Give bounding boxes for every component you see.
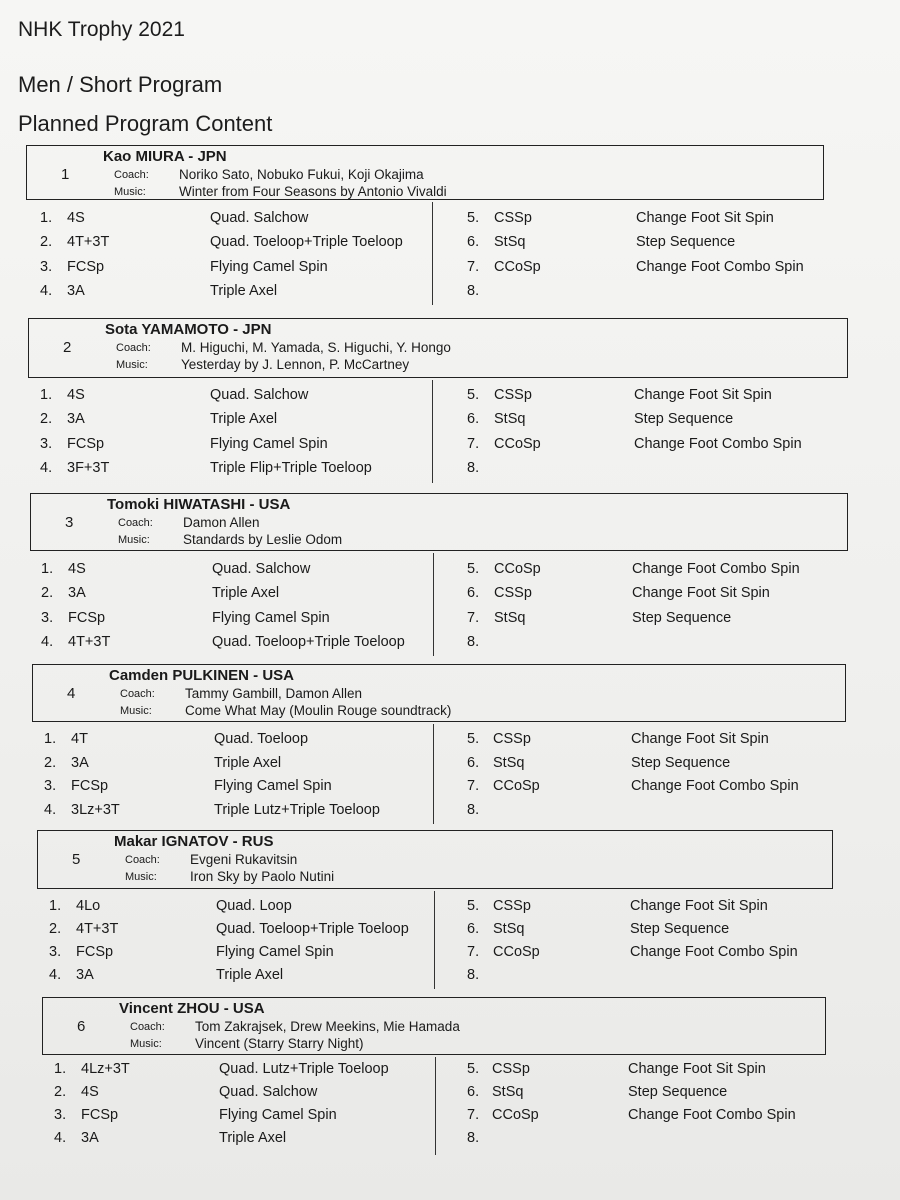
element-description: Flying Camel Spin <box>214 778 332 794</box>
element-number: 6. <box>467 585 480 602</box>
element-description: Quad. Toeloop <box>214 731 309 747</box>
skater-name: Camden PULKINEN - USA <box>109 667 295 684</box>
element-code: CSSp <box>493 731 531 747</box>
element-description: Step Sequence <box>636 234 736 251</box>
start-number: 5 <box>72 851 81 868</box>
element-code: 3Lz+3T <box>71 801 120 818</box>
music-value: Vincent (Starry Starry Night) <box>195 1036 364 1051</box>
element-description: Change Foot Sit Spin <box>634 387 772 403</box>
element-description: Change Foot Combo Spin <box>636 258 804 275</box>
element-number: 3. <box>44 778 57 794</box>
coach-value: M. Higuchi, M. Yamada, S. Higuchi, Y. Hongo <box>181 340 451 355</box>
element-description: Quad. Loop <box>216 898 292 914</box>
element-code: 4S <box>67 387 85 403</box>
skater-header-box <box>26 145 824 200</box>
skater-header-box <box>37 830 833 889</box>
music-value: Yesterday by J. Lennon, P. McCartney <box>181 357 410 372</box>
element-number: 5. <box>467 731 480 747</box>
music-label: Music: <box>120 705 152 717</box>
column-divider <box>435 1057 436 1155</box>
element-description: Change Foot Combo Spin <box>628 1107 796 1123</box>
element-number: 4. <box>40 282 53 299</box>
element-number: 5. <box>467 387 480 403</box>
element-description: Change Foot Combo Spin <box>634 435 802 452</box>
skater-header-box <box>28 318 848 378</box>
element-number: 7. <box>467 778 480 794</box>
element-code: CSSp <box>494 210 532 226</box>
element-code: CCoSp <box>493 778 540 794</box>
music-value: Standards by Leslie Odom <box>183 532 343 547</box>
column-divider <box>432 202 433 305</box>
element-number: 6. <box>467 921 480 938</box>
element-number: 7. <box>467 1107 480 1123</box>
element-number: 1. <box>44 731 57 747</box>
element-code: CCoSp <box>492 1107 539 1123</box>
element-number: 1. <box>54 1061 67 1077</box>
start-number: 6 <box>77 1018 86 1035</box>
element-description: Quad. Salchow <box>210 210 309 226</box>
coach-value: Noriko Sato, Nobuko Fukui, Koji Okajima <box>179 167 424 182</box>
element-number: 7. <box>467 609 480 626</box>
element-description: Quad. Toeloop+Triple Toeloop <box>212 633 405 650</box>
element-code: CSSp <box>494 387 532 403</box>
element-code: StSq <box>492 1084 524 1100</box>
element-code: CSSp <box>494 585 532 602</box>
element-description: Change Foot Sit Spin <box>630 898 768 914</box>
skater-header-box <box>32 664 846 722</box>
element-description: Triple Axel <box>210 282 278 299</box>
element-code: 3A <box>67 411 85 428</box>
skater-name: Makar IGNATOV - RUS <box>114 833 274 850</box>
element-description: Triple Axel <box>214 754 282 771</box>
element-code: 4T <box>71 731 88 747</box>
element-number: 5. <box>467 210 480 226</box>
element-description: Change Foot Combo Spin <box>632 561 800 577</box>
element-description: Flying Camel Spin <box>210 435 328 452</box>
skater-name: Sota YAMAMOTO - JPN <box>105 321 272 338</box>
element-code: 4Lo <box>76 898 101 914</box>
start-number: 1 <box>61 166 70 183</box>
coach-label: Coach: <box>118 517 153 529</box>
element-number: 3. <box>40 258 53 275</box>
element-number: 5. <box>467 898 480 914</box>
element-description: Quad. Lutz+Triple Toeloop <box>219 1061 389 1077</box>
column-divider <box>433 553 434 656</box>
element-description: Triple Flip+Triple Toeloop <box>210 459 372 476</box>
element-number: 4. <box>49 967 62 984</box>
element-code: CCoSp <box>493 944 540 961</box>
element-code: StSq <box>493 754 525 771</box>
element-code: 4T+3T <box>76 921 119 938</box>
element-number: 5. <box>467 561 480 577</box>
start-number: 3 <box>65 514 74 531</box>
element-code: FCSp <box>68 609 106 626</box>
element-number: 2. <box>41 585 54 602</box>
element-number: 1. <box>41 561 54 577</box>
music-value: Iron Sky by Paolo Nutini <box>190 869 335 884</box>
element-description: Change Foot Sit Spin <box>632 585 770 602</box>
skater-name: Kao MIURA - JPN <box>103 148 227 165</box>
element-code: 4S <box>81 1084 99 1100</box>
element-description: Change Foot Sit Spin <box>636 210 774 226</box>
element-description: Step Sequence <box>634 411 734 428</box>
element-number: 3. <box>40 435 53 452</box>
start-number: 4 <box>67 685 76 702</box>
content-title: Planned Program Content <box>18 111 273 136</box>
element-description: Change Foot Sit Spin <box>628 1061 766 1077</box>
column-divider <box>432 380 433 483</box>
element-number: 2. <box>40 411 53 428</box>
column-divider <box>433 724 434 824</box>
element-description: Change Foot Combo Spin <box>630 944 798 961</box>
skater-header-box <box>42 997 826 1055</box>
element-number: 6. <box>467 234 480 251</box>
element-code: CCoSp <box>494 258 541 275</box>
element-number: 5. <box>467 1061 480 1077</box>
coach-label: Coach: <box>116 342 151 354</box>
music-value: Winter from Four Seasons by Antonio Vivaldi <box>179 184 447 199</box>
element-number: 2. <box>40 234 53 251</box>
element-code: FCSp <box>67 435 105 452</box>
element-code: 3A <box>67 282 85 299</box>
element-number: 1. <box>40 210 53 226</box>
element-code: 4S <box>68 561 86 577</box>
music-label: Music: <box>118 534 150 546</box>
element-number: 7. <box>467 258 480 275</box>
element-number: 6. <box>467 1084 480 1100</box>
element-code: StSq <box>494 609 526 626</box>
element-number: 3. <box>54 1107 67 1123</box>
element-code: CSSp <box>493 898 531 914</box>
coach-value: Evgeni Rukavitsin <box>190 852 298 867</box>
element-number: 4. <box>41 633 54 650</box>
element-number: 8. <box>467 967 480 984</box>
coach-value: Tom Zakrajsek, Drew Meekins, Mie Hamada <box>195 1019 460 1034</box>
element-description: Triple Axel <box>212 585 280 602</box>
element-description: Flying Camel Spin <box>212 609 330 626</box>
element-description: Quad. Salchow <box>219 1084 318 1100</box>
element-description: Step Sequence <box>628 1084 728 1100</box>
element-description: Quad. Salchow <box>210 387 309 403</box>
element-description: Flying Camel Spin <box>216 944 334 961</box>
element-number: 3. <box>49 944 62 961</box>
element-number: 8. <box>467 459 480 476</box>
coach-value: Tammy Gambill, Damon Allen <box>185 686 363 701</box>
music-label: Music: <box>130 1038 162 1050</box>
music-value: Come What May (Moulin Rouge soundtrack) <box>185 703 452 718</box>
element-number: 7. <box>467 435 480 452</box>
element-description: Step Sequence <box>632 609 732 626</box>
skater-name: Tomoki HIWATASHI - USA <box>107 496 291 513</box>
element-code: 3F+3T <box>67 459 110 476</box>
column-divider <box>434 891 435 989</box>
element-description: Triple Axel <box>210 411 278 428</box>
element-number: 1. <box>49 898 62 914</box>
element-number: 2. <box>49 921 62 938</box>
element-code: CSSp <box>492 1061 530 1077</box>
element-number: 6. <box>467 411 480 428</box>
element-code: 4Lz+3T <box>81 1061 130 1077</box>
element-code: FCSp <box>81 1107 119 1123</box>
skater-name: Vincent ZHOU - USA <box>119 1000 265 1017</box>
element-description: Quad. Toeloop+Triple Toeloop <box>216 921 409 938</box>
element-code: StSq <box>493 921 525 938</box>
element-number: 2. <box>54 1084 67 1100</box>
element-description: Quad. Salchow <box>212 561 311 577</box>
element-description: Triple Axel <box>219 1130 287 1146</box>
coach-label: Coach: <box>114 169 149 181</box>
element-description: Change Foot Combo Spin <box>631 778 799 794</box>
element-number: 4. <box>44 801 57 818</box>
element-number: 2. <box>44 754 57 771</box>
element-code: 3A <box>81 1130 99 1146</box>
element-code: 3A <box>68 585 86 602</box>
element-code: FCSp <box>67 258 105 275</box>
coach-label: Coach: <box>120 688 155 700</box>
element-number: 8. <box>467 801 480 818</box>
coach-label: Coach: <box>130 1021 165 1033</box>
event-title: NHK Trophy 2021 <box>18 18 185 41</box>
element-number: 6. <box>467 754 480 771</box>
element-code: 4T+3T <box>68 633 111 650</box>
music-label: Music: <box>116 359 148 371</box>
element-code: 4S <box>67 210 85 226</box>
element-number: 8. <box>467 282 480 299</box>
element-description: Triple Lutz+Triple Toeloop <box>214 801 380 818</box>
element-description: Step Sequence <box>630 921 730 938</box>
element-description: Flying Camel Spin <box>210 258 328 275</box>
element-description: Triple Axel <box>216 967 284 984</box>
element-code: FCSp <box>76 944 114 961</box>
element-code: CCoSp <box>494 435 541 452</box>
element-code: StSq <box>494 234 526 251</box>
element-code: 3A <box>71 754 89 771</box>
element-code: 4T+3T <box>67 234 110 251</box>
element-description: Step Sequence <box>631 754 731 771</box>
segment-title: Men / Short Program <box>18 72 223 97</box>
element-code: 3A <box>76 967 94 984</box>
element-number: 7. <box>467 944 480 961</box>
element-code: StSq <box>494 411 526 428</box>
element-code: FCSp <box>71 778 109 794</box>
element-description: Flying Camel Spin <box>219 1107 337 1123</box>
element-number: 1. <box>40 387 53 403</box>
skater-header-box <box>30 493 848 551</box>
element-number: 4. <box>54 1130 67 1146</box>
element-description: Quad. Toeloop+Triple Toeloop <box>210 234 403 251</box>
music-label: Music: <box>125 871 157 883</box>
element-number: 8. <box>467 1130 480 1146</box>
music-label: Music: <box>114 186 146 198</box>
element-description: Change Foot Sit Spin <box>631 731 769 747</box>
element-number: 4. <box>40 459 53 476</box>
coach-value: Damon Allen <box>183 515 260 530</box>
start-number: 2 <box>63 339 72 356</box>
coach-label: Coach: <box>125 854 160 866</box>
element-code: CCoSp <box>494 561 541 577</box>
element-number: 3. <box>41 609 54 626</box>
element-number: 8. <box>467 633 480 650</box>
